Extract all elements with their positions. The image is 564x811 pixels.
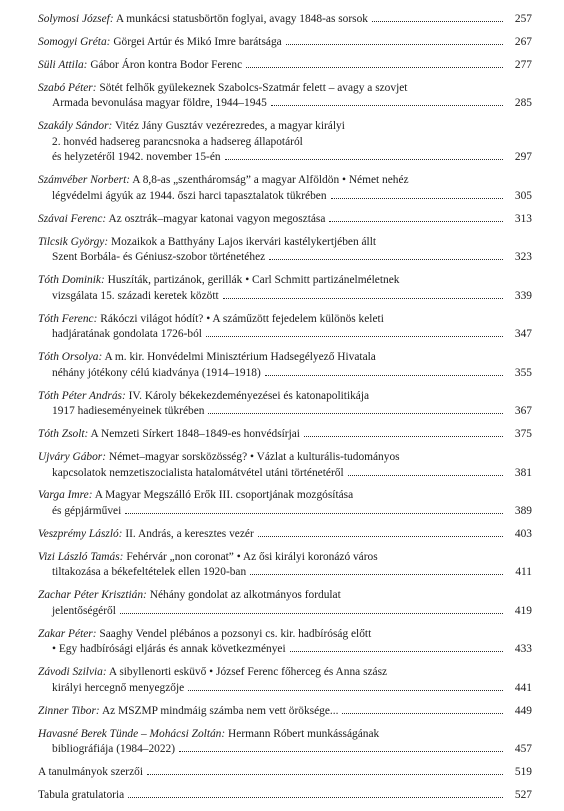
toc-entry-line [38, 527, 532, 543]
page-number: 339 [514, 289, 532, 302]
toc-title: Armada bevonulása magyar földre, 1944–1945 [52, 97, 267, 110]
dot-leader [265, 375, 503, 376]
toc-title: A 8,8-as „szentháromság” a magyar Alföldön • Német nehéz [132, 174, 409, 187]
toc-title: és helyzetéről 1942. november 15-én [52, 151, 221, 164]
toc-entry-line [38, 119, 532, 135]
toc-author: Vizi László Tamás: [38, 550, 124, 563]
page-number: 313 [514, 212, 532, 225]
page-number: 285 [514, 97, 532, 110]
dot-leader [348, 475, 503, 476]
toc-title: vizsgálata 15. századi keretek között [52, 289, 219, 302]
toc-entry-line [38, 765, 532, 781]
toc-entry-text [52, 150, 221, 166]
toc-entry-line [38, 212, 532, 228]
toc-entry [38, 665, 532, 696]
toc-author: Szávai Ferenc: [38, 212, 107, 225]
toc-entry-text [52, 742, 175, 758]
toc-entry-text [38, 788, 124, 804]
toc-entry-line [38, 189, 532, 205]
toc-entry [38, 765, 532, 781]
toc-entry-line [38, 604, 532, 620]
toc-entry [38, 212, 532, 228]
table-of-contents [0, 12, 564, 811]
dot-leader [225, 159, 503, 160]
toc-entry-text [52, 604, 116, 620]
toc-entry-text [38, 58, 242, 74]
toc-entry-line [38, 727, 532, 743]
page-number: 267 [514, 35, 532, 48]
toc-entry [38, 727, 532, 758]
toc-author: Ujváry Gábor: [38, 450, 107, 463]
toc-title: • Egy hadbírósági eljárás és annak következményei [52, 643, 286, 656]
dot-leader [271, 105, 503, 106]
page-number: 519 [514, 766, 532, 779]
toc-entry-line [38, 250, 532, 266]
toc-entry [38, 627, 532, 658]
toc-entry-text [38, 173, 409, 189]
toc-entry-text [38, 627, 371, 643]
toc-author: Tóth Ferenc: [38, 312, 98, 325]
toc-author: Tóth Péter András: [38, 389, 126, 402]
page-number: 457 [514, 743, 532, 756]
toc-title: IV. Károly békekezdeményezései és katonapolitikája [128, 389, 370, 402]
toc-title: Szent Borbála- és Géniusz-szobor történetéhez [52, 251, 266, 264]
toc-entry-text [38, 704, 338, 720]
dot-leader [179, 751, 503, 752]
toc-title: A sibyllenorti esküvő • József Ferenc főherceg és Anna szász [108, 666, 388, 679]
toc-entry [38, 119, 532, 166]
page-number: 411 [515, 566, 532, 579]
toc-entry-text [38, 527, 254, 543]
dot-leader [125, 513, 503, 514]
toc-title: hadjáratának gondolata 1726-ból [52, 328, 202, 341]
toc-title: Rákóczi világot hódít? • A száműzött fejedelem különös keleti [100, 312, 384, 325]
toc-title: A Nemzeti Sírkert 1848–1849-es honvédsírjai [90, 428, 300, 441]
page-number: 277 [514, 58, 532, 71]
toc-entry-text [38, 450, 400, 466]
toc-entry-line [38, 327, 532, 343]
toc-entry [38, 81, 532, 112]
toc-entry-text [52, 366, 261, 382]
toc-author: Számvéber Norbert: [38, 174, 131, 187]
toc-entry-text [38, 212, 325, 228]
page-number: 323 [514, 251, 532, 264]
page-number: 527 [514, 788, 532, 801]
toc-entry-text [38, 665, 387, 681]
toc-entry-line [38, 642, 532, 658]
toc-entry [38, 35, 532, 51]
toc-entry [38, 704, 532, 720]
page-number: 347 [514, 328, 532, 341]
toc-title: légvédelmi ágyúk az 1944. őszi harci tapasztalatok tükrében [52, 189, 327, 202]
toc-entry [38, 527, 532, 543]
toc-title: Fehérvár „non coronat” • Az ősi királyi koronázó város [126, 550, 378, 563]
page-number: 367 [514, 405, 532, 418]
toc-title: II. András, a keresztes vezér [125, 527, 254, 540]
toc-entry-line [38, 488, 532, 504]
toc-entry-text [38, 273, 399, 289]
toc-entry-text [52, 96, 267, 112]
dot-leader [208, 413, 503, 414]
page-number: 375 [514, 428, 532, 441]
toc-entry-text [38, 765, 143, 781]
toc-entry-text [52, 504, 121, 520]
toc-entry-text [38, 588, 341, 604]
toc-entry-text [52, 327, 202, 343]
dot-leader [206, 336, 503, 337]
toc-title: Görgei Artúr és Mikó Imre barátsága [113, 35, 282, 48]
toc-author: Tilcsik György: [38, 235, 109, 248]
toc-author: Tóth Zsolt: [38, 428, 89, 441]
toc-entry-line [38, 96, 532, 112]
toc-entry-line [38, 742, 532, 758]
toc-entry [38, 273, 532, 304]
toc-entry [38, 389, 532, 420]
toc-entry-text [38, 488, 353, 504]
dot-leader [128, 797, 503, 798]
toc-entry-text [38, 81, 407, 97]
toc-entry [38, 12, 532, 28]
toc-entry-line [38, 312, 532, 328]
toc-title: bibliográfiája (1984–2022) [52, 743, 176, 756]
toc-title: Saaghy Vendel plébános a pozsonyi cs. kir. hadbíróság előtt [99, 627, 372, 640]
dot-leader [147, 774, 503, 775]
dot-leader [331, 198, 503, 199]
toc-entry-text [52, 565, 246, 581]
toc-title: Néhány gondolat az alkotmányos fordulat [149, 589, 341, 602]
toc-entry-line [38, 235, 532, 251]
toc-title: A Magyar Megszálló Erők III. csoportjának mozgósítása [94, 489, 354, 502]
toc-entry-line [38, 427, 532, 443]
toc-author: Zinner Tibor: [38, 704, 100, 717]
toc-author: Szakály Sándor: [38, 120, 113, 133]
toc-title: Vitéz Jány Gusztáv vezérezredes, a magyar királyi [115, 120, 345, 133]
toc-title: Huszíták, partizánok, gerillák • Carl Schmitt partizánelméletnek [107, 274, 400, 287]
toc-entry-text [38, 119, 345, 135]
dot-leader [250, 574, 503, 575]
toc-author: Solymosi József: [38, 13, 114, 25]
toc-title: 1917 hadieseményeinek tükrében [52, 405, 205, 418]
dot-leader [269, 259, 503, 260]
dot-leader [246, 67, 503, 68]
toc-entry-line [38, 466, 532, 482]
toc-entry-line [38, 350, 532, 366]
toc-entry-text [38, 427, 300, 443]
toc-entry-text [52, 681, 184, 697]
toc-title: Mozaikok a Batthyány Lajos ikervári kastélykertjében állt [110, 235, 377, 248]
toc-entry-text [52, 250, 265, 266]
toc-author: Zakar Péter: [38, 627, 97, 640]
toc-entry [38, 588, 532, 619]
page-number: 441 [514, 681, 532, 694]
toc-title: királyi hercegnő menyegzője [52, 681, 185, 694]
toc-entry-line [38, 588, 532, 604]
toc-entry [38, 450, 532, 481]
page-number: 381 [514, 466, 532, 479]
toc-author: Tóth Dominik: [38, 274, 105, 287]
toc-entry-line [38, 273, 532, 289]
toc-title: A munkácsi statusbörtön foglyai, avagy 1848-as sorsok [115, 13, 368, 25]
toc-entry-line [38, 389, 532, 405]
toc-author: Somogyi Gréta: [38, 35, 111, 48]
toc-entry-line [38, 366, 532, 382]
dot-leader [120, 613, 503, 614]
toc-title: Gábor Áron kontra Bodor Ferenc [90, 58, 243, 71]
toc-entry-line [38, 81, 532, 97]
toc-entry [38, 488, 532, 519]
toc-entry-text [38, 12, 368, 28]
toc-entry-line [38, 135, 532, 151]
page-number: 449 [514, 704, 532, 717]
toc-entry-text [52, 189, 327, 205]
toc-entry-line [38, 35, 532, 51]
toc-entry-line [38, 565, 532, 581]
toc-entry [38, 235, 532, 266]
toc-entry-line [38, 627, 532, 643]
page-number: 419 [514, 604, 532, 617]
toc-title: és gépjárművei [52, 505, 122, 517]
toc-title: Német–magyar sorsközösség? • Vázlat a kulturális-tudományos [108, 450, 400, 463]
toc-entry-line [38, 58, 532, 74]
toc-entry-text [38, 550, 378, 566]
dot-leader [223, 298, 503, 299]
toc-entry-line [38, 150, 532, 166]
toc-entry-line [38, 665, 532, 681]
toc-entry [38, 550, 532, 581]
toc-author: Varga Imre: [38, 489, 93, 502]
toc-entry [38, 788, 532, 804]
toc-title: Hermann Róbert munkásságának [228, 727, 380, 740]
toc-entry [38, 312, 532, 343]
toc-entry-text [38, 235, 376, 251]
dot-leader [188, 690, 503, 691]
toc-entry-text [38, 389, 369, 405]
toc-entry-line [38, 704, 532, 720]
toc-entry-line [38, 788, 532, 804]
toc-entry-text [38, 350, 376, 366]
toc-entry-text [52, 289, 219, 305]
dot-leader [258, 536, 503, 537]
toc-entry-line [38, 681, 532, 697]
toc-author: Szabó Péter: [38, 81, 97, 94]
toc-entry [38, 58, 532, 74]
dot-leader [342, 713, 503, 714]
toc-author: Veszprémy László: [38, 527, 123, 540]
dot-leader [290, 651, 503, 652]
toc-entry-text [38, 312, 384, 328]
dot-leader [329, 221, 503, 222]
toc-author: Havasné Berek Tünde – Mohácsi Zoltán: [38, 727, 226, 740]
toc-entry [38, 173, 532, 204]
page-number: 403 [514, 527, 532, 540]
toc-entry-line [38, 504, 532, 520]
toc-title: Az MSZMP mindmáig számba nem vett öröksége... [101, 704, 339, 717]
page-number: 433 [514, 643, 532, 656]
page-number: 355 [514, 366, 532, 379]
toc-entry-line [38, 289, 532, 305]
toc-entry-line [38, 12, 532, 28]
toc-title: A m. kir. Honvédelmi Minisztérium Hadsegélyező Hivatala [104, 351, 376, 364]
toc-author: Závodi Szilvia: [38, 666, 107, 679]
page-number: 297 [514, 151, 532, 164]
dot-leader [304, 436, 503, 437]
toc-author: Zachar Péter Krisztián: [38, 589, 147, 602]
toc-entry-text [52, 642, 286, 658]
toc-title: Az osztrák–magyar katonai vagyon megosztása [108, 212, 326, 225]
toc-entry-text [52, 404, 204, 420]
dot-leader [372, 21, 503, 22]
toc-entry-text [52, 135, 303, 151]
toc-entry-line [38, 550, 532, 566]
toc-entry-text [52, 466, 344, 482]
toc-title: tiltakozása a békefeltételek ellen 1920-ban [52, 566, 247, 579]
toc-title: A tanulmányok szerzői [38, 766, 144, 779]
toc-entry [38, 427, 532, 443]
toc-entry-line [38, 404, 532, 420]
toc-entry-line [38, 173, 532, 189]
toc-title: jelentőségéről [52, 604, 116, 617]
page-number: 305 [514, 189, 532, 202]
toc-entry-text [38, 35, 282, 51]
toc-title: 2. honvéd hadsereg parancsnoka a hadsereg állapotáról [52, 135, 303, 148]
toc-title: Sötét felhők gyülekeznek Szabolcs-Szatmár felett – avagy a szovjet [99, 81, 408, 94]
page-number: 257 [514, 13, 532, 25]
toc-title: kapcsolatok nemzetiszocialista hatalomátvétel utáni történetéről [52, 466, 344, 479]
toc-title: Tabula gratulatoria [38, 788, 125, 801]
toc-title: néhány jótékony célú kiadványa (1914–1918) [52, 366, 261, 379]
page-number: 389 [514, 505, 532, 517]
toc-entry-text [38, 727, 379, 743]
toc-entry [38, 350, 532, 381]
toc-entry-line [38, 450, 532, 466]
toc-author: Süli Attila: [38, 58, 88, 71]
toc-author: Tóth Orsolya: [38, 351, 103, 364]
dot-leader [286, 44, 503, 45]
